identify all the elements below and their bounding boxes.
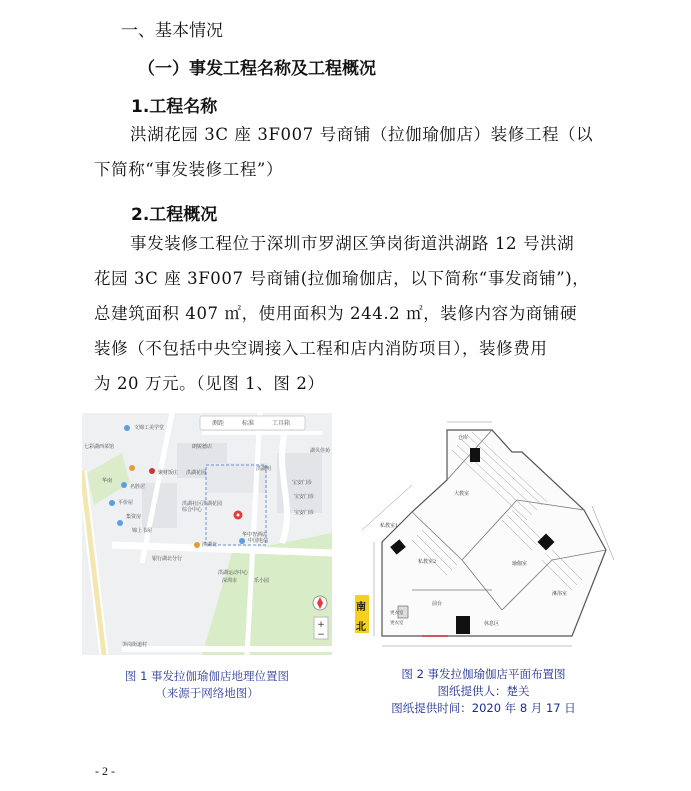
map-label: 中国电信 [248, 538, 269, 544]
heading-basic-situation: 一、基本情况 [121, 21, 223, 41]
map-tool-mark[interactable]: 标准 [242, 420, 255, 427]
map-label: 名胜居 [130, 484, 146, 490]
svg-text:−: − [317, 630, 325, 640]
map-label: 宝安门诊 [294, 510, 315, 516]
section2-line-1: 事发装修工程位于深圳市罗湖区笋岗街道洪湖路 12 号洪湖 [130, 234, 575, 253]
map-tool-toolbox[interactable]: 工具箱 [272, 420, 291, 427]
map-label: 湖贝佳苑 [310, 448, 331, 454]
figure1-caption [102, 668, 312, 702]
map-label: 平价屋 [118, 500, 134, 506]
map-label: 乐小园 [254, 578, 270, 584]
figure2-caption-line3: 图纸提供时间：2020 年 8 月 17 日 [391, 701, 576, 715]
section1-title: 1.工程名称 [131, 97, 218, 117]
room-label: 私教室2 [418, 559, 437, 565]
map-label: 华中智酒店 [242, 532, 268, 538]
map-label: 深圳市 [222, 578, 238, 584]
compass-south: 南 [356, 602, 366, 613]
section1-line-1: 洪湖花园 3C 座 3F007 号商铺（拉伽瑜伽店）装修工程（以 [130, 125, 594, 144]
room-label: 淋浴室 [552, 591, 568, 597]
map-label: 七彩湖西菜馆 [84, 444, 115, 450]
map-label: 聚财饭庄 [158, 470, 179, 476]
section2-line-3: 总建筑面积 407 ㎡，使用面积为 244.2 ㎡，装修内容为商铺硬 [94, 304, 578, 323]
figure1-caption-line2: （来源于网络地图） [155, 686, 259, 700]
section2-line-4: 装修（不包括中央空调接入工程和店内消防项目），装修费用 [94, 339, 548, 358]
room-label: 更衣室 [390, 621, 404, 626]
map-label: 洪湖明 [256, 466, 272, 472]
map-label: 洪湖社区洪湖花园综合中心 [182, 501, 223, 513]
map-label: 银行湖北分行 [152, 556, 183, 562]
room-label: 大教室 [454, 491, 470, 497]
page-number: - 2 - [95, 764, 115, 778]
location-map [82, 413, 332, 655]
figure1-caption-line1: 图 1 事发拉伽瑜伽店地理位置图 [124, 669, 290, 683]
section2-line-2: 花园 3C 座 3F007 号商铺(拉伽瑜伽店，以下简称“事发商铺”)， [94, 269, 590, 288]
heading-project-overview: （一）事发工程名称及工程概况 [138, 59, 376, 79]
map-tool-measure[interactable]: 测距 [212, 420, 225, 427]
map-label: 洪湖运动中心 [218, 570, 249, 576]
section1-line-2: 下简称“事发装修工程”） [94, 160, 284, 179]
map-label: 文锦工美学堂 [134, 425, 165, 431]
compass-north: 北 [356, 622, 366, 633]
map-label: 宝安门诊 [292, 480, 313, 486]
map-label: 宝安门诊 [294, 494, 315, 500]
room-label: 瑜伽室 [512, 561, 528, 567]
room-label: 仓库 [458, 435, 469, 441]
section2-title: 2.工程概况 [131, 205, 218, 225]
figure2-caption-line2: 图纸提供人：楚关 [437, 684, 530, 698]
map-label: 洪湖花园 [186, 470, 207, 476]
map-label: 集资房 [126, 514, 142, 520]
map-label: 华南 [102, 478, 113, 484]
room-label: 休息区 [484, 621, 500, 627]
figure2-caption [376, 666, 591, 717]
room-label: 更衣室 [390, 611, 404, 616]
map-label: 锦上书屋 [132, 528, 153, 534]
room-label: 私教室1 [380, 523, 399, 529]
map-label: 洪湖北 [202, 542, 218, 548]
map-label: 笋岗街道村 [122, 642, 148, 648]
map-label: 朗锐德店 [192, 444, 213, 450]
room-label: 前台 [432, 601, 443, 607]
figure2-caption-line1: 图 2 事发拉伽瑜伽店平面布置图 [401, 667, 566, 681]
section2-line-5: 为 20 万元。（见图 1、图 2） [94, 374, 325, 393]
floor-plan [352, 410, 614, 658]
svg-text:+: + [317, 620, 325, 630]
